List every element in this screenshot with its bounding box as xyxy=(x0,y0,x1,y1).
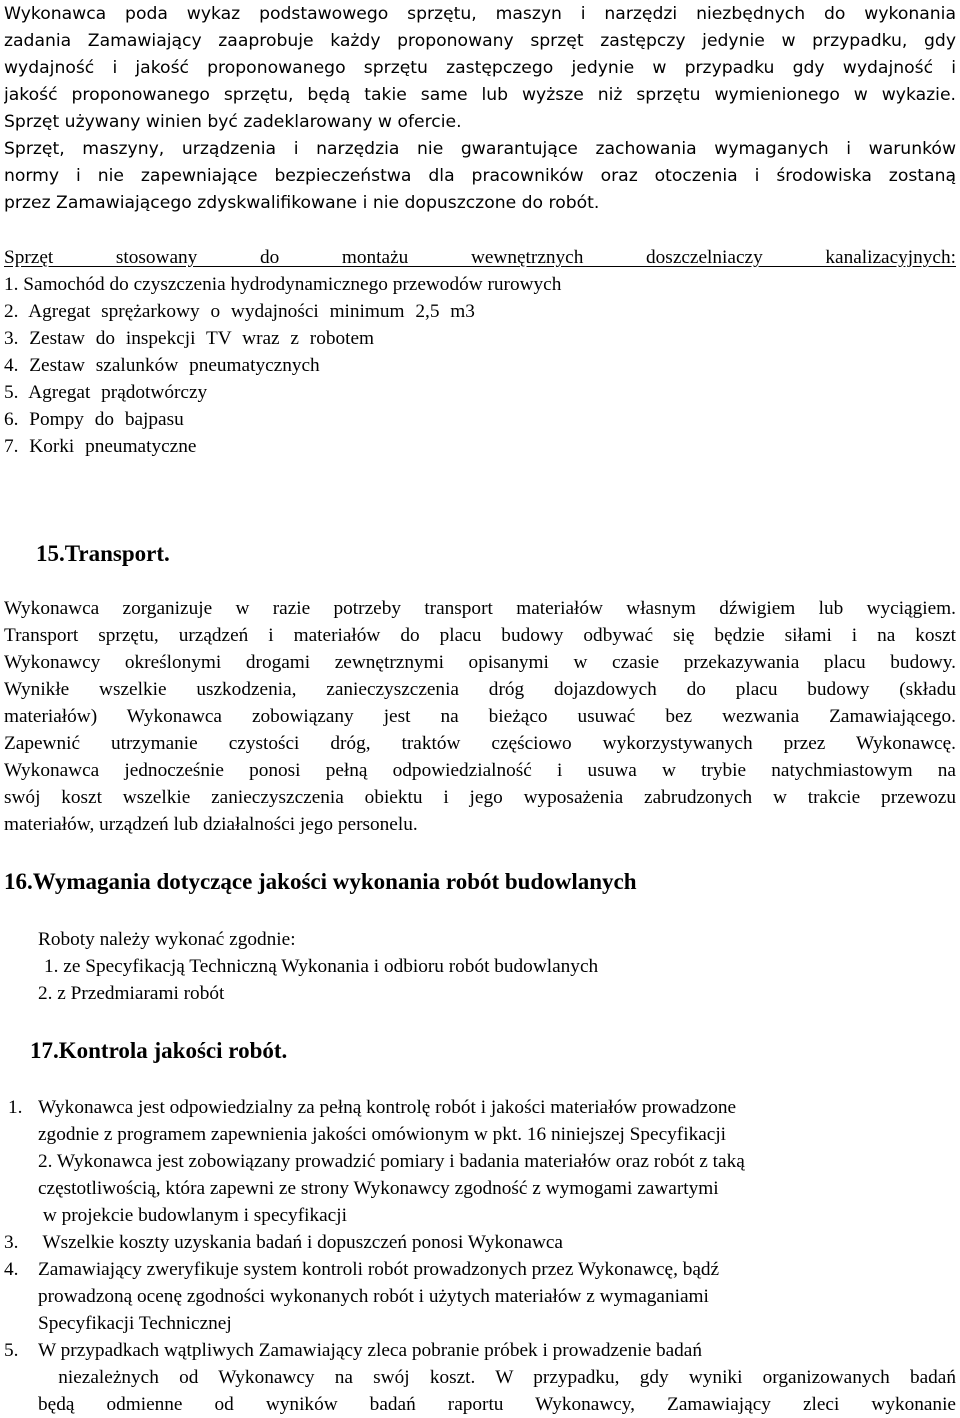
line-text: będą odmienne od wyników badań raportu Wykonawcy, Zamawiający zleci wykonanie xyxy=(38,1394,956,1415)
text-line: materiałów) Wykonawca zobowiązany jest na bieżąco usuwać bez wezwania Zamawiającego. xyxy=(4,706,956,727)
line-text: Zamawiający zweryfikuje system kontroli robót prowadzonych przez Wykonawcę, bądź xyxy=(38,1259,720,1280)
text-line: Wykonawca zorganizuje w razie potrzeby transport materiałów własnym dźwigiem lub wyciągiem. xyxy=(4,598,956,619)
text-line: normy i nie zapewniające bezpieczeństwa dla pracowników oraz otoczenia i środowiska zostaną xyxy=(4,166,956,186)
equipment-paragraph-2 xyxy=(4,136,956,217)
numbered-line xyxy=(4,1310,956,1337)
list-item: 4. Zestaw szalunków pneumatycznych xyxy=(4,355,320,376)
line-number: 4. xyxy=(4,1259,19,1280)
line-text: W przypadkach wątpliwych Zamawiający zleca pobranie próbek i prowadzenie badań xyxy=(38,1340,703,1361)
equipment-list xyxy=(4,244,956,460)
text-line: Wykonawca poda wykaz podstawowego sprzętu, maszyn i narzędzi niezbędnych do wykonania xyxy=(4,4,956,24)
list-item: 6. Pompy do bajpasu xyxy=(4,409,184,430)
text-line: Wykonawca jednocześnie ponosi pełną odpowiedzialność i usuwa w trybie natychmiastowym na xyxy=(4,760,956,781)
equipment-list-title: Sprzęt stosowany do montażu wewnętrznych doszczelniaczy kanalizacyjnych: xyxy=(4,247,956,268)
text-line: jakość proponowanego sprzętu, będą takie same lub wyższe niż sprzętu wymienionego w wykazie. xyxy=(4,85,956,105)
line-number: 1. xyxy=(8,1097,23,1118)
list-item: 7. Korki pneumatyczne xyxy=(4,436,197,457)
text-line: Transport sprzętu, urządzeń i materiałów do placu budowy odbywać się będzie siłami i na koszt xyxy=(4,625,956,646)
numbered-line xyxy=(4,1337,956,1364)
text-line: Wynikłe wszelkie uszkodzenia, zanieczyszczenia dróg dojazdowych do placu budowy (składu xyxy=(4,679,956,700)
list-item: 2. z Przedmiarami robót xyxy=(38,983,225,1004)
numbered-line xyxy=(4,1121,956,1148)
numbered-line xyxy=(4,1175,956,1202)
line-number: 3. xyxy=(4,1232,19,1253)
numbered-line xyxy=(4,1094,956,1121)
line-text: 2. Wykonawca jest zobowiązany prowadzić pomiary i badania materiałów oraz robót z taką xyxy=(38,1151,745,1172)
section-16-body xyxy=(38,926,938,1007)
text-line: Wykonawcy określonymi drogami zewnętrznymi opisanymi w czasie przekazywania placu budowy. xyxy=(4,652,956,673)
numbered-line xyxy=(4,1202,956,1229)
line-text: prowadzoną ocenę zgodności wykonanych robót i użytych materiałów z wymaganiami xyxy=(38,1286,709,1307)
numbered-line xyxy=(4,1364,956,1391)
list-item: 1. ze Specyfikacją Techniczną Wykonania i odbioru robót budowlanych xyxy=(44,956,599,977)
section-15-body xyxy=(4,595,956,838)
numbered-line xyxy=(4,1256,956,1283)
text-line: wydajność i jakość proponowanego sprzętu zastępczego jedynie w przypadku gdy wydajność i xyxy=(4,58,956,78)
line-number: 5. xyxy=(4,1340,19,1361)
list-item: 1. Samochód do czyszczenia hydrodynamicznego przewodów rurowych xyxy=(4,274,562,295)
text-line: materiałów, urządzeń lub działalności jego personelu. xyxy=(4,814,418,835)
text-line: swój koszt wszelkie zanieczyszczenia obiektu i jego wyposażenia zabrudzonych w trakcie przewozu xyxy=(4,787,956,808)
numbered-line xyxy=(4,1229,956,1256)
numbered-line xyxy=(4,1283,956,1310)
section-17-body xyxy=(4,1094,956,1418)
text-line: przez Zamawiającego zdyskwalifikowane i nie dopuszczone do robót. xyxy=(4,193,600,213)
list-item: 3. Zestaw do inspekcji TV wraz z robotem xyxy=(4,328,375,349)
line-text: częstotliwością, która zapewni ze strony Wykonawcy zgodność z wymogami zawartymi xyxy=(38,1178,719,1199)
line-text: niezależnych od Wykonawcy na swój koszt. W przypadku, gdy wyniki organizowanych badań xyxy=(38,1367,956,1388)
list-item: 2. Agregat sprężarkowy o wydajności minimum 2,5 m3 xyxy=(4,301,475,322)
numbered-line xyxy=(4,1391,956,1418)
section-16-intro: Roboty należy wykonać zgodnie: xyxy=(38,929,296,950)
numbered-line xyxy=(4,1148,956,1175)
section-17-heading: 17.Kontrola jakości robót. xyxy=(30,1038,288,1063)
text-line: zadania Zamawiający zaaprobuje każdy proponowany sprzęt zastępczy jedynie w przypadku, gdy xyxy=(4,31,956,51)
text-line: Zapewnić utrzymanie czystości dróg, traktów częściowo wykorzystywanych przez Wykonawcę. xyxy=(4,733,956,754)
section-15-heading: 15.Transport. xyxy=(36,541,170,566)
line-text: w projekcie budowlanym i specyfikacji xyxy=(38,1205,347,1226)
text-line: Sprzęt, maszyny, urządzenia i narzędzia nie gwarantujące zachowania wymaganych i warunków xyxy=(4,139,956,159)
text-line: Sprzęt używany winien być zadeklarowany w ofercie. xyxy=(4,112,462,132)
equipment-paragraph-1 xyxy=(4,1,956,136)
line-text: Wszelkie koszty uzyskania badań i dopuszczeń ponosi Wykonawca xyxy=(38,1232,563,1253)
line-text: Specyfikacji Technicznej xyxy=(38,1313,232,1334)
section-16-heading: 16.Wymagania dotyczące jakości wykonania robót budowlanych xyxy=(4,869,637,894)
line-text: zgodnie z programem zapewnienia jakości omówionym w pkt. 16 niniejszej Specyfikacji xyxy=(38,1124,727,1145)
line-text: Wykonawca jest odpowiedzialny za pełną kontrolę robót i jakości materiałów prowadzone xyxy=(38,1097,737,1118)
list-item: 5. Agregat prądotwórczy xyxy=(4,382,208,403)
